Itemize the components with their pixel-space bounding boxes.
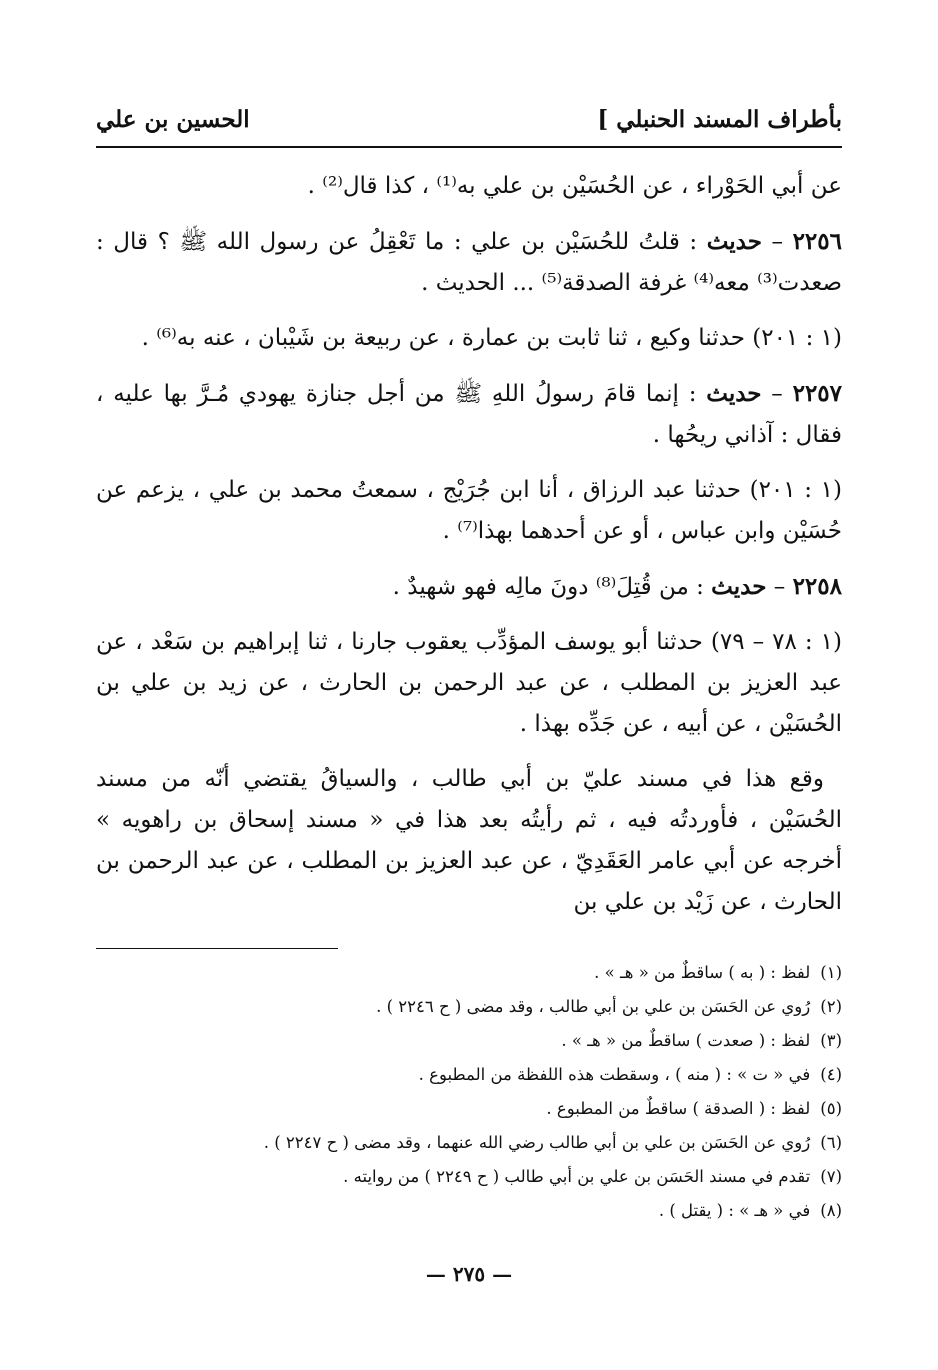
paragraph: عن أبي الحَوْراء ، عن الحُسَيْن بن علي به⁽¹⁾ ، كذا قال⁽²⁾ . <box>307 173 842 199</box>
hadith-label: حديث <box>706 228 762 255</box>
isnad-paragraph: (١ : ٧٨ – ٧٩) حدثنا أبو يوسف المؤدِّب يعقوب جارنا ، ثنا إبراهيم بن سَعْد ، عن عبد العزيز بن المطلب ، عن عبد الرحمن بن الحارث ، عن زيد بن علي بن الحُسَيْن ، عن أبيه ، عن جَدِّه بهذا . <box>96 629 842 737</box>
isnad-paragraph: (١ : ٢٠١) حدثنا وكيع ، ثنا ثابت بن عمارة ، عن ربيعة بن شَيْبان ، عنه به⁽⁶⁾ . <box>141 325 842 351</box>
footnote: (١)لفظ : ( به ) ساقطٌ من « هـ » . <box>594 963 842 982</box>
main-text <box>96 166 842 937</box>
footnote: (٧)تقدم في مسند الحَسَن بن علي بن أبي طالب ( ح ٢٢٤٩ ) من روايته . <box>343 1167 842 1186</box>
hadith-label: حديث <box>706 380 762 407</box>
hadith-entry: ٢٢٥٨ – حديث : من قُتِلَ⁽⁸⁾ دونَ مالِه فهو شهيدٌ . <box>392 573 842 600</box>
section-title: الحسين بن علي <box>96 106 250 133</box>
footnote: (٦)رُوي عن الحَسَن بن علي بن أبي طالب رضي الله عنهما ، وقد مضى ( ح ٢٢٤٧ ) . <box>263 1133 842 1152</box>
hadith-number: ٢٢٥٦ <box>792 228 842 255</box>
footnote: (٤)في « ت » : ( منه ) ، وسقطت هذه اللفظة من المطبوع . <box>418 1065 842 1084</box>
hadith-number: ٢٢٥٧ <box>792 380 843 407</box>
page-number: — ٢٧٥ — <box>425 1262 513 1286</box>
running-header <box>96 106 842 148</box>
footnote-divider <box>96 948 338 949</box>
footnote: (٣)لفظ : ( صعدت ) ساقطٌ من « هـ » . <box>561 1031 842 1050</box>
footnote: (٢)رُوي عن الحَسَن بن علي بن أبي طالب ، وقد مضى ( ح ٢٢٤٦ ) . <box>376 997 842 1016</box>
hadith-text: : من قُتِلَ⁽⁸⁾ دونَ مالِه فهو شهيدٌ . <box>392 574 712 600</box>
hadith-entry: ٢٢٥٧ – حديث : إنما قامَ رسولُ اللهِ ﷺ من أجل جنازة يهودي مُـرَّ بها عليه ، فقال : آذاني ريحُها . <box>96 380 843 448</box>
hadith-text: : إنما قامَ رسولُ اللهِ ﷺ من أجل جنازة يهودي مُـرَّ بها عليه ، فقال : آذاني ريحُها . <box>96 381 842 448</box>
hadith-text: : قلتُ للحُسَيْن بن علي : ما تَعْقِلُ عن رسول الله ﷺ ؟ قال : صعدت⁽³⁾ معه⁽⁴⁾ غرفة الصدقة⁽⁵⁾ ... الحديث . <box>96 229 842 296</box>
book-title: بأطراف المسند الحنبلي ] <box>597 106 842 133</box>
footnote: (٨)في « هـ » : ( يقتل ) . <box>658 1201 842 1220</box>
hadith-label: حديث <box>711 573 767 600</box>
isnad-paragraph: (١ : ٢٠١) حدثنا عبد الرزاق ، أنا ابن جُرَيْج ، سمعتُ محمد بن علي ، يزعم عن حُسَيْن وابن عباس ، أو عن أحدهما بهذا⁽⁷⁾ . <box>96 477 843 544</box>
commentary-paragraph: وقع هذا في مسند عليّ بن أبي طالب ، والسياقُ يقتضي أنّه من مسند الحُسَيْن ، فأوردتُه فيه ، ثم رأيتُه بعد هذا في « مسند إسحاق بن راهويه » أخرجه عن أبي عامر العَقَدِيّ ، عن عبد العزيز بن المطلب ، عن عبد الرحمن بن الحارث ، عن زَيْد بن علي بن <box>96 766 842 915</box>
hadith-number: ٢٢٥٨ <box>792 573 842 600</box>
footnotes-list <box>96 956 842 1228</box>
footnote: (٥)لفظ : ( الصدقة ) ساقطٌ من المطبوع . <box>546 1099 842 1118</box>
hadith-entry: ٢٢٥٦ – حديث : قلتُ للحُسَيْن بن علي : ما تَعْقِلُ عن رسول الله ﷺ ؟ قال : صعدت⁽³⁾ معه⁽⁴⁾ غرفة الصدقة⁽⁵⁾ ... الحديث . <box>96 228 842 296</box>
